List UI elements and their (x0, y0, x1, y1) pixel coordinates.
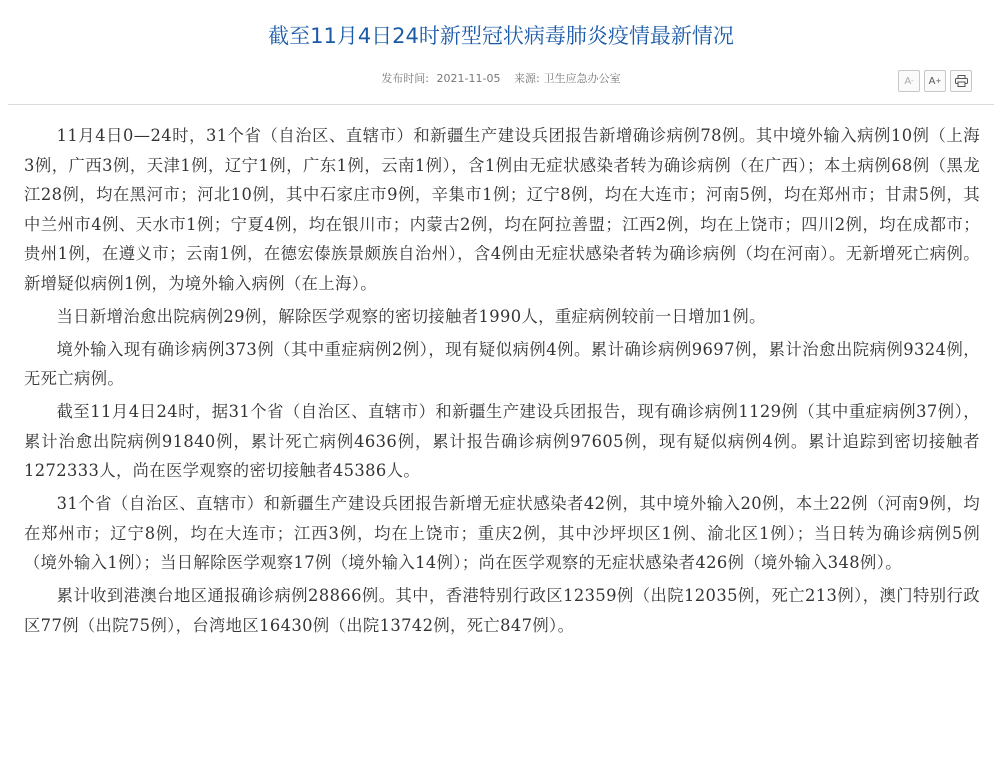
paragraph-6: 累计收到港澳台地区通报确诊病例28866例。其中，香港特别行政区12359例（出院12035例，死亡213例），澳门特别行政区77例（出院75例），台湾地区16430例（出院13742例，死亡847例）。 (24, 586, 980, 635)
paragraph-3: 境外输入现有确诊病例373例（其中重症病例2例），现有疑似病例4例。累计确诊病例9697例，累计治愈出院病例9324例，无死亡病例。 (24, 339, 980, 388)
article-body (24, 121, 980, 640)
paragraph-4: 截至11月4日24时，据31个省（自治区、直辖市）和新疆生产建设兵团报告，现有确诊病例1129例（其中重症病例37例），累计治愈出院病例91840例，累计死亡病例4636例，累计报告确诊病例97605例，现有疑似病例4例。累计追踪到密切接触者1272333人，尚在医学观察的密切接触者45386人。 (24, 402, 980, 480)
header-divider (8, 104, 994, 105)
publish-date-label: 发布时间: (381, 72, 430, 85)
publish-date: 2021-11-05 (436, 72, 501, 85)
article-title: 截至11月4日24时新型冠状病毒肺炎疫情最新情况 (268, 24, 734, 48)
print-button[interactable] (950, 70, 972, 92)
article-meta (0, 70, 1002, 88)
source: 卫生应急办公室 (543, 72, 621, 85)
paragraph-1: 11月4日0—24时，31个省（自治区、直辖市）和新疆生产建设兵团报告新增确诊病例78例。其中境外输入病例10例（上海3例，广西3例，天津1例，辽宁1例，广东1例，云南1例），含1例由无症状感染者转为确诊病例（在广西）；本土病例68例（黑龙江28例，均在黑河市；河北10例，其中石家庄市9例，辛集市1例；辽宁8例，均在大连市；河南5例，均在郑州市；甘肃5例，其中兰州市4例、天水市1例；宁夏4例，均在银川市；内蒙古2例，均在阿拉善盟；江西2例，均在上饶市；四川2例，均在成都市；贵州1例，在遵义市；云南1例，在德宏傣族景颇族自治州），含4例由无症状感染者转为确诊病例（均在河南）。无新增死亡病例。新增疑似病例1例，为境外输入病例（在上海）。 (24, 126, 980, 293)
source-label: 来源: (513, 72, 540, 85)
paragraph-2: 当日新增治愈出院病例29例，解除医学观察的密切接触者1990人，重症病例较前一日增加1例。 (56, 306, 766, 326)
article-tools (898, 70, 972, 92)
decrease-font-icon: A (904, 75, 912, 87)
increase-font-button[interactable]: A + (924, 70, 946, 92)
paragraph-5: 31个省（自治区、直辖市）和新疆生产建设兵团报告新增无症状感染者42例，其中境外输入20例，本土22例（河南9例，均在郑州市；辽宁8例，均在大连市；江西3例，均在上饶市；重庆2例，其中沙坪坝区1例、渝北区1例）；当日转为确诊病例5例（境外输入1例）；当日解除医学观察17例（境外输入14例）；尚在医学观察的无症状感染者426例（境外输入348例）。 (24, 494, 980, 572)
increase-font-icon: A (928, 75, 936, 87)
decrease-font-button[interactable]: A - (898, 70, 920, 92)
printer-icon (955, 75, 968, 87)
